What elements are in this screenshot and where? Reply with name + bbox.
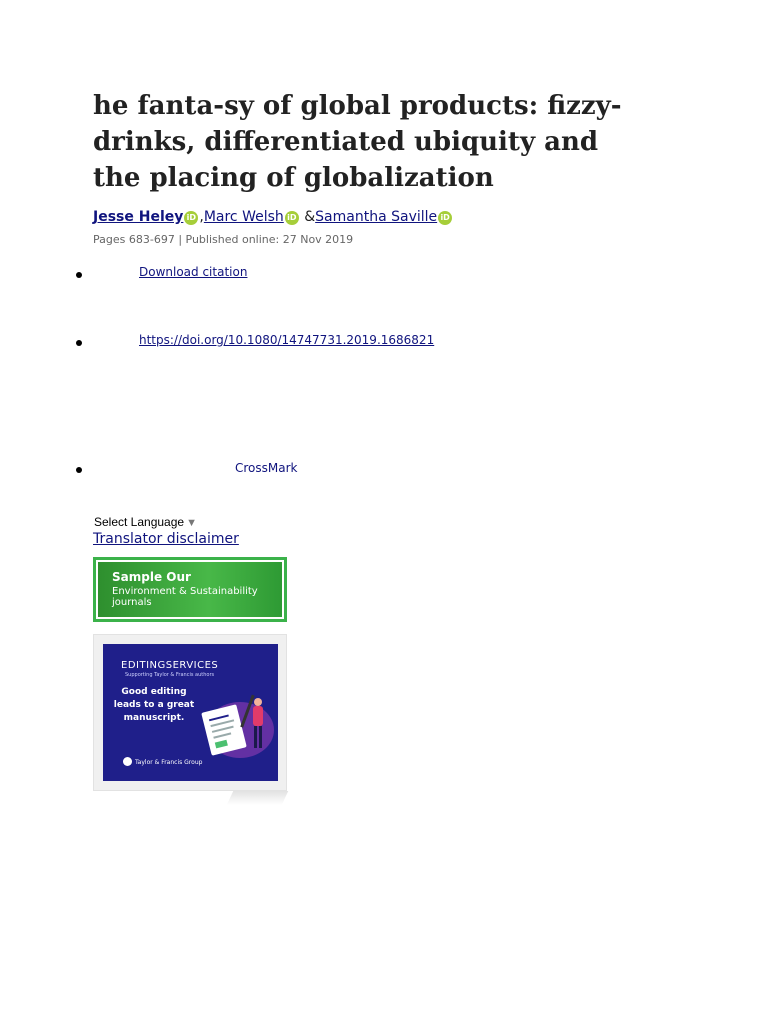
author-separator: & [299, 209, 316, 225]
author-separator: , [199, 209, 204, 225]
ad-shadow [227, 791, 289, 805]
language-select[interactable] [94, 515, 197, 529]
editing-services-logo-sub: Supporting Taylor & Francis authors [125, 672, 215, 678]
orcid-icon[interactable]: iD [184, 211, 198, 225]
list-bullet [76, 467, 82, 473]
orcid-icon[interactable]: iD [285, 211, 299, 225]
author-link-welsh[interactable]: Marc Welsh [203, 209, 284, 225]
publisher-name: Taylor & Francis Group [135, 759, 203, 766]
list-bullet [76, 340, 82, 346]
sample-journals-banner-inner [96, 560, 284, 619]
author-link-heley[interactable]: Jesse Heley [93, 209, 184, 225]
crossmark-link[interactable]: CrossMark [235, 461, 298, 475]
list-bullet [76, 272, 82, 278]
orcid-icon[interactable]: iD [438, 211, 452, 225]
download-citation-link[interactable]: Download citation [139, 265, 248, 279]
doi-link[interactable]: https://doi.org/10.1080/14747731.2019.1686821 [139, 333, 435, 347]
editing-services-ad[interactable] [93, 634, 287, 791]
article-title: he fanta-sy of global products: fizzy-drinks, differentiated ubiquity and the placing of globalization [93, 91, 622, 193]
language-select-label: Select Language [94, 515, 185, 529]
editing-services-banner [103, 644, 278, 781]
author-link-saville[interactable]: Samantha Saville [315, 209, 438, 225]
author-list [93, 209, 453, 225]
editing-tagline: Good editing leads to a great manuscript. [113, 687, 195, 723]
publisher-logo [123, 757, 202, 766]
dropdown-arrow-icon: ▼ [186, 517, 197, 529]
sample-journals-banner[interactable] [93, 557, 287, 622]
manuscript-illustration-icon [198, 688, 276, 766]
editing-services-logo: EDITINGSERVICES [121, 660, 219, 671]
publisher-boat-icon [123, 757, 132, 766]
translator-disclaimer-link[interactable]: Translator disclaimer [93, 531, 239, 547]
banner-title: Sample Our [112, 570, 191, 584]
banner-subtitle: Environment & Sustainability journals [112, 586, 258, 608]
publication-meta: Pages 683-697 | Published online: 27 Nov 2019 [93, 233, 354, 246]
